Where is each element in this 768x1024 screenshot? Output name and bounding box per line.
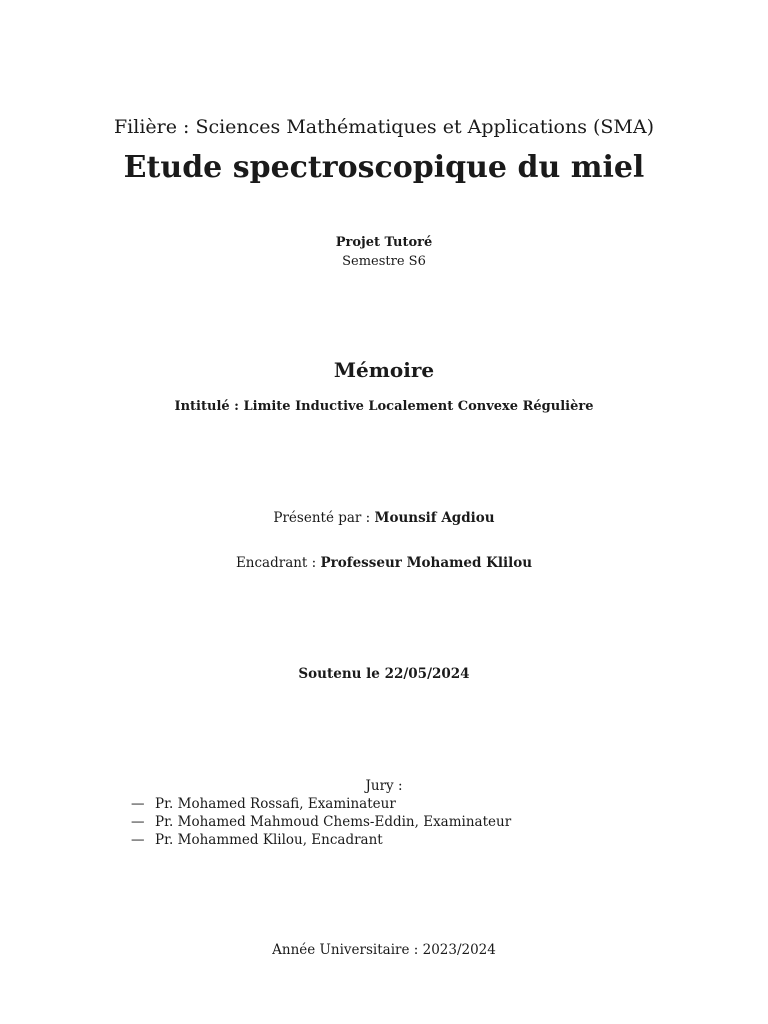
filiere-line: Filière : Sciences Mathématiques et Applications (SMA) — [113, 116, 655, 138]
supervisor-name: Professeur Mohamed Klilou — [320, 555, 533, 571]
jury-label: Jury : — [365, 778, 403, 794]
memoire-heading: Mémoire — [333, 358, 435, 382]
presenter-name: Mounsif Agdiou — [374, 510, 495, 526]
list-dash: — — [131, 796, 145, 812]
list-dash: — — [131, 832, 145, 848]
project-label: Projet Tutoré — [335, 235, 433, 250]
jury-member-text: Pr. Mohammed Klilou, Encadrant — [155, 832, 383, 848]
presenter-line — [0, 510, 768, 526]
jury-member — [131, 795, 511, 813]
presenter-label: Présenté par : — [273, 510, 375, 526]
semester-label: Semestre S6 — [342, 254, 426, 269]
jury-member — [131, 813, 511, 831]
supervisor-line — [0, 555, 768, 571]
jury-member-text: Pr. Mohamed Rossafi, Examinateur — [155, 796, 396, 812]
supervisor-label: Encadrant : — [235, 555, 321, 571]
jury-member-text: Pr. Mohamed Mahmoud Chems-Eddin, Examinateur — [155, 814, 512, 830]
academic-year: Année Universitaire : 2023/2024 — [272, 942, 496, 958]
jury-member — [131, 831, 511, 849]
list-dash: — — [131, 814, 145, 830]
jury-list — [131, 795, 511, 849]
defense-date: Soutenu le 22/05/2024 — [298, 666, 470, 682]
document-title: Etude spectroscopique du miel — [123, 150, 645, 185]
memoire-intitule: Intitulé : Limite Inductive Localement Convexe Régulière — [174, 399, 594, 414]
